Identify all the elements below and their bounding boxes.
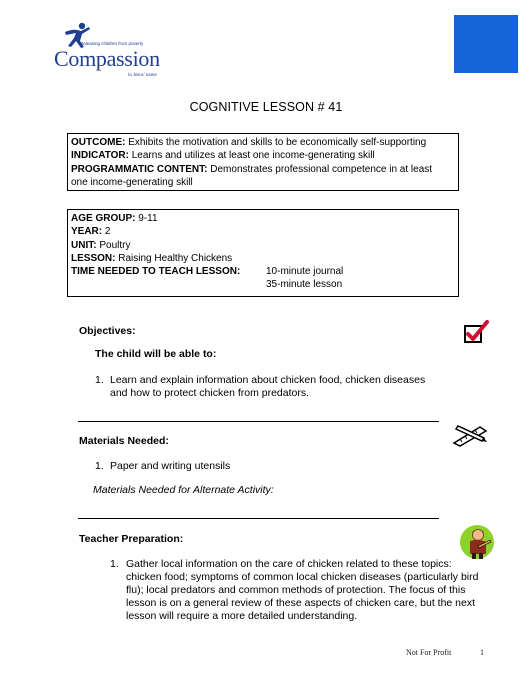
logo-subline: in Jesus' name <box>128 73 157 78</box>
objectives-subheading: The child will be able to: <box>95 348 217 360</box>
divider-1 <box>78 421 439 422</box>
footer-label: Not For Profit <box>406 648 452 657</box>
logo-name: Compassion <box>54 46 160 71</box>
teacher-prep-number: 1. <box>110 558 119 570</box>
outcome-label: OUTCOME: <box>71 137 126 148</box>
indicator-text: Learns and utilizes at least one income-generating skill <box>131 150 375 162</box>
teacher-prep-line: lesson is on a general review of these aspects of chicken care, but the next <box>126 597 476 609</box>
time-row <box>71 265 455 278</box>
material-number: 1. <box>95 460 104 472</box>
lesson-title: COGNITIVE LESSON # 41 <box>189 100 343 114</box>
blue-corner-block <box>454 15 518 73</box>
indicator-line <box>71 149 455 162</box>
page-number: 1 <box>480 648 484 657</box>
lesson-info-box <box>67 209 459 297</box>
material-item: Paper and writing utensils <box>110 460 231 472</box>
content-text-2: one income-generating skill <box>71 176 193 188</box>
time-row-2 <box>71 278 455 291</box>
materials-heading: Materials Needed: <box>79 435 169 447</box>
divider-2 <box>78 518 439 519</box>
outcome-line <box>71 136 455 149</box>
objective-line-2: and how to protect chicken from predators. <box>110 387 310 399</box>
lesson-label: LESSON: <box>71 252 116 264</box>
unit-value: Poultry <box>99 239 131 251</box>
objective-line-1: Learn and explain information about chicken food, chicken diseases <box>110 374 426 386</box>
year-label: YEAR: <box>71 226 103 238</box>
teacher-prep-heading: Teacher Preparation: <box>79 533 184 545</box>
indicator-label: INDICATOR: <box>71 150 129 162</box>
teacher-prep-line: Gather local information on the care of chicken related to these topics: <box>126 558 452 570</box>
logo-tagline: Releasing children from poverty <box>80 41 144 46</box>
teacher-prep-line: flu); local predators and common methods of protection. The focus of this <box>126 584 466 596</box>
checkbox-check-icon <box>463 320 489 344</box>
unit-row <box>71 239 455 252</box>
outcome-text: Exhibits the motivation and skills to be economically self-supporting <box>128 137 427 148</box>
age-label: AGE GROUP: <box>71 213 136 224</box>
outcome-box <box>67 133 459 191</box>
objectives-heading: Objectives: <box>79 325 136 337</box>
lesson-row <box>71 252 455 265</box>
teacher-figure-icon <box>459 524 495 560</box>
pencil-ruler-icon <box>452 423 488 447</box>
teacher-prep-line: chicken food; symptoms of common local chicken diseases (particularly bird <box>126 571 479 583</box>
time-value-2: 35-minute lesson <box>266 279 343 291</box>
age-value: 9-11 <box>138 213 158 224</box>
year-value: 2 <box>104 226 111 238</box>
compassion-logo <box>52 22 172 78</box>
teacher-prep-line: lesson will require a more detailed understanding. <box>126 610 358 622</box>
lesson-value: Raising Healthy Chickens <box>118 252 233 264</box>
content-label: PROGRAMMATIC CONTENT: <box>71 163 208 175</box>
time-label: TIME NEEDED TO TEACH LESSON: <box>71 266 241 278</box>
content-line <box>71 163 455 176</box>
content-text-1: Demonstrates professional competence in at least <box>210 163 433 175</box>
age-row <box>71 212 455 225</box>
objective-number: 1. <box>95 374 104 386</box>
alternate-materials: Materials Needed for Alternate Activity: <box>93 484 274 496</box>
year-row <box>71 225 455 238</box>
unit-label: UNIT: <box>71 239 97 251</box>
time-value-1: 10-minute journal <box>266 266 344 278</box>
